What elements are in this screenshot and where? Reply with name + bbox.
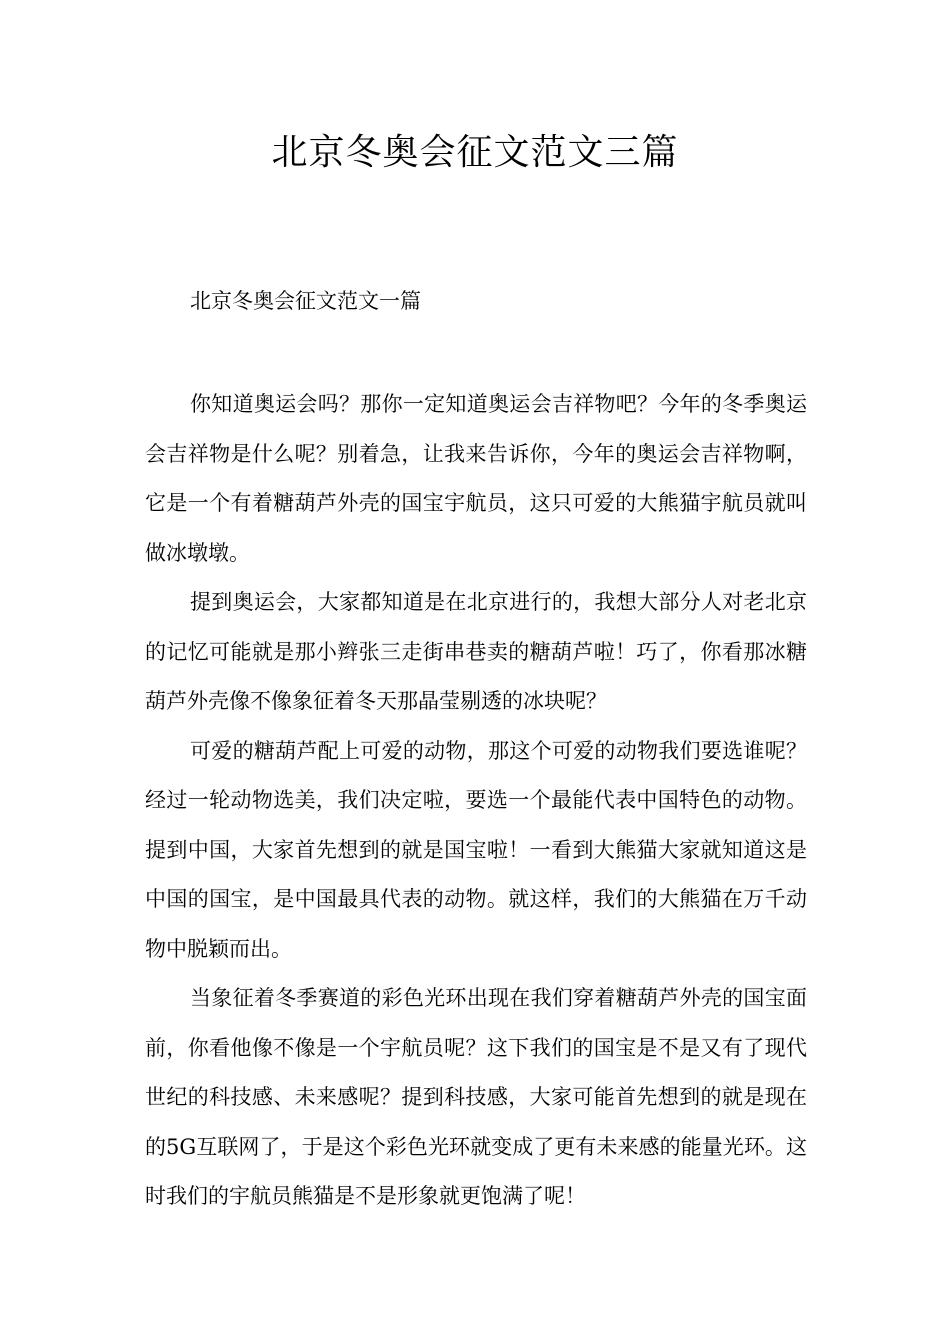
paragraph: 可爱的糖葫芦配上可爱的动物，那这个可爱的动物我们要选谁呢？经过一轮动物选美，我们决定啦，要选一个最能代表中国特色的动物。提到中国，大家首先想到的就是国宝啦！一看到大熊猫大家就知道这是中国的国宝，是中国最具代表的动物。就这样，我们的大熊猫在万千动物中脱颖而出。 [145,738,807,961]
paragraph: 提到奥运会，大家都知道是在北京进行的，我想大部分人对老北京的记忆可能就是那小辫张三走街串巷卖的糖葫芦啦！巧了，你看那冰糖葫芦外壳像不像象征着冬天那晶莹剔透的冰块呢？ [145,590,807,713]
document-body [145,380,807,1222]
paragraph: 你知道奥运会吗？那你一定知道奥运会吉祥物吧？今年的冬季奥运会吉祥物是什么呢？别着急，让我来告诉你，今年的奥运会吉祥物啊，它是一个有着糖葫芦外壳的国宝宇航员，这只可爱的大熊猫宇航员就叫做冰墩墩。 [145,392,807,565]
paragraph: 当象征着冬季赛道的彩色光环出现在我们穿着糖葫芦外壳的国宝面前，你看他像不像是一个宇航员呢？这下我们的国宝是不是又有了现代世纪的科技感、未来感呢？提到科技感，大家可能首先想到的就是现在的5G互联网了，于是这个彩色光环就变成了更有未来感的能量光环。这时我们的宇航员熊猫是不是形象就更饱满了呢！ [145,986,807,1208]
section-heading: 北京冬奥会征文范文一篇 [190,289,421,313]
document-title: 北京冬奥会征文范文三篇 [271,132,679,173]
